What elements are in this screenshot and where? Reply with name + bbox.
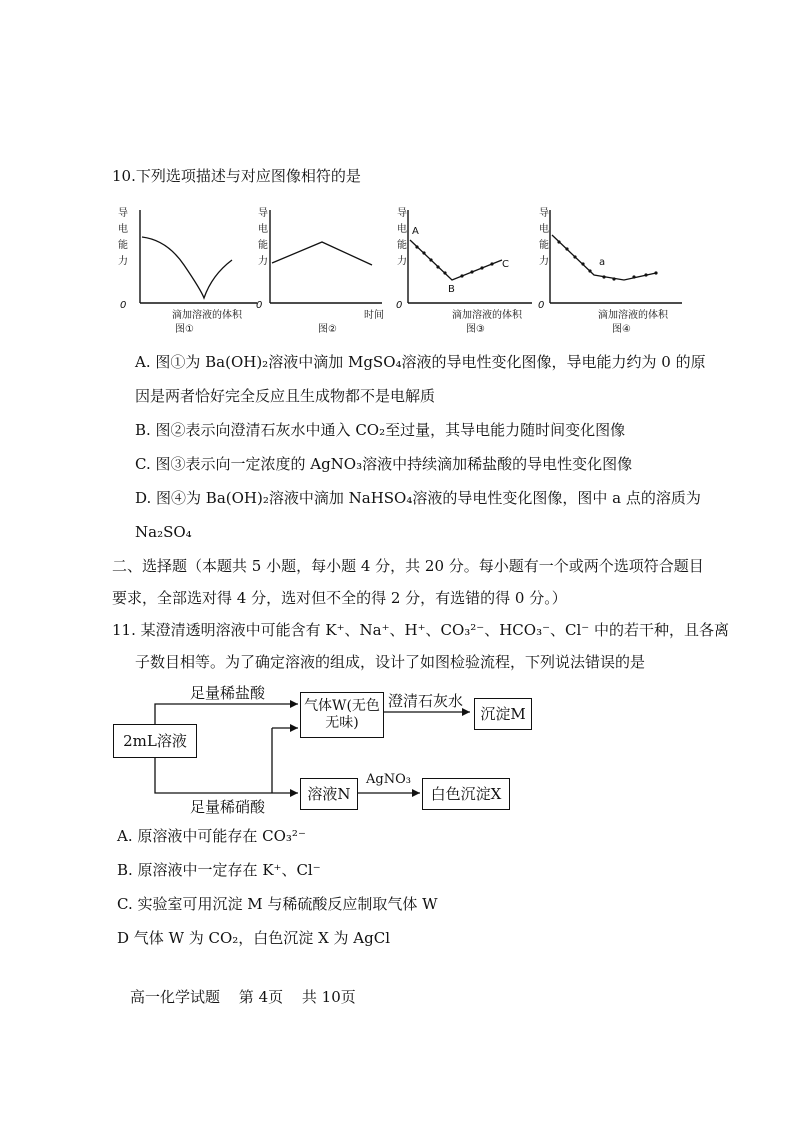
footer-subject: 高一化学试题	[130, 988, 221, 1006]
question-11-line1: 11. 某澄清透明溶液中可能含有 K⁺、Na⁺、H⁺、CO₃²⁻、HCO₃⁻、Cl⁻ 中的若干种，且各离	[112, 621, 729, 639]
graph-4-point-a: a	[599, 257, 606, 268]
gas-w-box: 气体W(无色无味)	[300, 692, 384, 738]
graph-4-caption: 图④	[612, 324, 631, 335]
graph-4-xlabel: 滴加溶液的体积	[598, 310, 668, 321]
graph-2-xlabel: 时间	[364, 310, 384, 321]
section-2-instructions-line2: 要求，全部选对得 4 分，选对但不全的得 2 分，有选错的得 0 分。）	[112, 589, 567, 607]
graph-1-caption: 图①	[175, 324, 194, 335]
start-solution-box: 2mL溶液	[113, 724, 197, 758]
arrowhead-top	[290, 700, 298, 708]
bottom-branch-line	[155, 756, 298, 793]
solution-n-box: 溶液N	[300, 778, 358, 810]
q10-option-a-line1: A. 图①为 Ba(OH)₂溶液中滴加 MgSO₄溶液的导电性变化图像，导电能力约为 0 的原	[135, 353, 706, 371]
arrowhead-gas	[290, 724, 298, 732]
q10-option-a-line2: 因是两者恰好完全反应且生成物都不是电解质	[135, 387, 436, 405]
q10-option-b: B. 图②表示向澄清石灰水中通入 CO₂至过量，其导电能力随时间变化图像	[135, 421, 626, 439]
q11-option-a: A. 原溶液中可能存在 CO₃²⁻	[117, 827, 306, 845]
agno3-label: AgNO₃	[366, 772, 411, 787]
page-footer	[130, 986, 370, 1007]
precipitate-x-box: 白色沉淀X	[422, 778, 510, 810]
q11-option-c: C. 实验室可用沉淀 M 与稀硫酸反应制取气体 W	[117, 895, 438, 913]
question-11-line2: 子数目相等。为了确定溶液的组成，设计了如图检验流程，下列说法错误的是	[135, 653, 646, 671]
bottom-reagent-label: 足量稀硝酸	[190, 798, 266, 816]
graph-1-ylabel: 导 电 能 力	[118, 208, 128, 267]
graph-3-origin: 0	[396, 300, 403, 311]
top-branch-line	[155, 704, 298, 724]
graph-3-ylabel: 导 电 能 力	[397, 208, 407, 267]
q11-option-b: B. 原溶液中一定存在 K⁺、Cl⁻	[117, 861, 321, 879]
graph-3-point-b: B	[448, 284, 455, 295]
footer-page-number: 第 4页	[238, 988, 284, 1006]
footer-total-pages: 共 10页	[301, 988, 356, 1006]
arrowhead-agno3	[412, 789, 420, 797]
top-reagent-label: 足量稀盐酸	[190, 684, 266, 702]
graph-2-origin: 0	[256, 300, 263, 311]
arrowhead-bottom	[290, 789, 298, 797]
q10-option-d-line1: D. 图④为 Ba(OH)₂溶液中滴加 NaHSO₄溶液的导电性变化图像，图中 a 点的溶质为	[135, 489, 701, 507]
q10-option-c: C. 图③表示向一定浓度的 AgNO₃溶液中持续滴加稀盐酸的导电性变化图像	[135, 455, 633, 473]
graph-4-ylabel: 导 电 能 力	[539, 208, 549, 267]
precipitate-m-box: 沉淀M	[474, 698, 532, 730]
graph-3-point-a: A	[412, 226, 419, 237]
graph-1-origin: 0	[120, 300, 127, 311]
graph-3-xlabel: 滴加溶液的体积	[452, 310, 522, 321]
graph-2-caption: 图②	[318, 324, 337, 335]
graph-2-ylabel: 导 电 能 力	[258, 208, 268, 267]
graph-1-xlabel: 滴加溶液的体积	[172, 310, 242, 321]
q10-option-d-line2: Na₂SO₄	[135, 523, 192, 541]
section-2-instructions-line1: 二、选择题（本题共 5 小题，每小题 4 分，共 20 分。每小题有一个或两个选项符合题目	[112, 557, 704, 575]
lime-water-label: 澄清石灰水	[388, 692, 464, 710]
graph-4-origin: 0	[538, 300, 545, 311]
question-10-title: 10.下列选项描述与对应图像相符的是	[112, 167, 361, 185]
arrowhead-lime	[462, 708, 470, 716]
graph-3-point-c: C	[502, 259, 509, 270]
graph-3-caption: 图③	[466, 324, 485, 335]
q11-option-d: D 气体 W 为 CO₂，白色沉淀 X 为 AgCl	[117, 929, 390, 947]
